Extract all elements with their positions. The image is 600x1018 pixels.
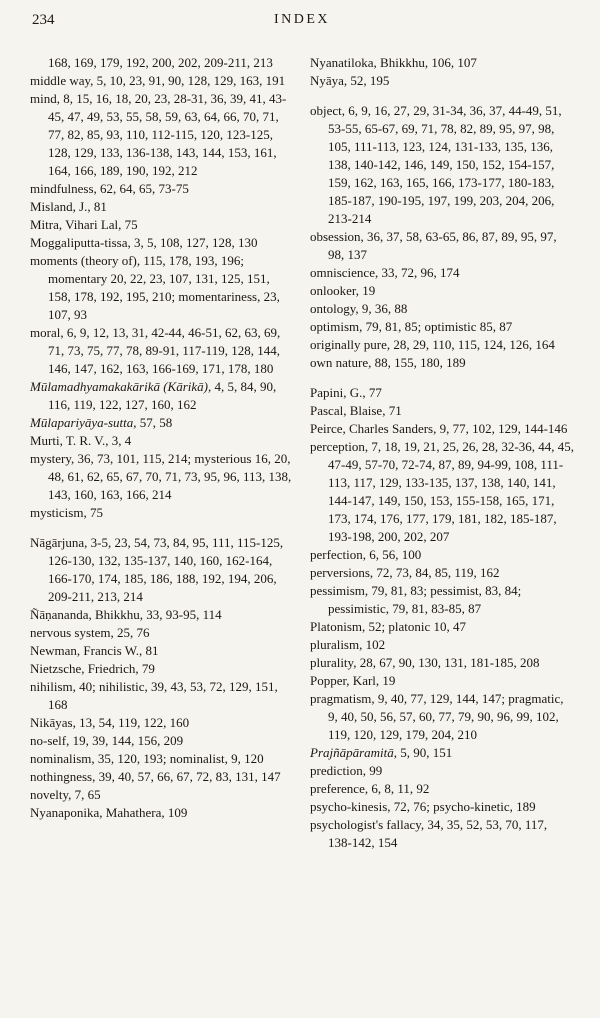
entry-page-refs: novelty, 7, 65	[30, 787, 101, 802]
entry-page-refs: Nāgārjuna, 3-5, 23, 54, 73, 84, 95, 111, 115-125, 126-130, 132, 135-137, 140, 160, 162-164, 166-170, 174, 185, 186, 188, 192, 194, 206, 209-211, 213, 214	[30, 535, 284, 604]
index-entry	[310, 618, 574, 636]
index-entry	[310, 654, 574, 672]
index-entry	[30, 378, 294, 414]
index-entry	[30, 624, 294, 642]
entry-page-refs: Platonism, 52; platonic 10, 47	[310, 619, 466, 634]
entry-page-refs: nihilism, 40; nihilistic, 39, 43, 53, 72, 129, 151, 168	[30, 679, 278, 712]
entry-page-refs: perversions, 72, 73, 84, 85, 119, 162	[310, 565, 500, 580]
index-entry	[310, 582, 574, 618]
entry-page-refs: psychologist's fallacy, 34, 35, 52, 53, 70, 117, 138-142, 154	[310, 817, 548, 850]
entry-page-refs: pragmatism, 9, 40, 77, 129, 144, 147; pragmatic, 9, 40, 50, 56, 57, 60, 77, 79, 90, 96, 99, 102, 119, 120, 129, 179, 204, 210	[310, 691, 564, 742]
entry-page-refs: Papini, G., 77	[310, 385, 382, 400]
entry-page-refs: moral, 6, 9, 12, 13, 31, 42-44, 46-51, 62, 63, 69, 71, 73, 75, 77, 78, 89-91, 117-119, 128, 144, 146, 147, 162, 163, 166-169, 171, 178, 180	[30, 325, 281, 376]
index-entry	[30, 660, 294, 678]
entry-page-refs: preference, 6, 8, 11, 92	[310, 781, 430, 796]
entry-term: Prajñāpāramitā	[310, 745, 394, 760]
entry-page-refs: prediction, 99	[310, 763, 383, 778]
entry-page-refs: Nyanatiloka, Bhikkhu, 106, 107	[310, 55, 477, 70]
entry-page-refs: Popper, Karl, 19	[310, 673, 396, 688]
entry-page-refs: perfection, 6, 56, 100	[310, 547, 422, 562]
index-entry	[30, 642, 294, 660]
entry-page-refs: onlooker, 19	[310, 283, 376, 298]
entry-term: Mūlapariyāya-sutta	[30, 415, 134, 430]
index-entry	[310, 336, 574, 354]
entry-page-refs: no-self, 19, 39, 144, 156, 209	[30, 733, 184, 748]
entry-page-refs: Moggaliputta-tissa, 3, 5, 108, 127, 128, 130	[30, 235, 258, 250]
page-title: INDEX	[273, 12, 331, 27]
index-entry	[30, 606, 294, 624]
entry-page-refs: Mitra, Vihari Lal, 75	[30, 217, 138, 232]
index-entry	[30, 534, 294, 606]
entry-page-refs: Pascal, Blaise, 71	[310, 403, 402, 418]
entry-page-refs: Nikāyas, 13, 54, 119, 122, 160	[30, 715, 190, 730]
index-column-left	[30, 54, 294, 852]
entry-page-refs: nominalism, 35, 120, 193; nominalist, 9, 120	[30, 751, 264, 766]
index-entry	[310, 282, 574, 300]
entry-page-refs: middle way, 5, 10, 23, 91, 90, 128, 129, 163, 191	[30, 73, 286, 88]
index-entry	[30, 504, 294, 522]
index-entry	[310, 564, 574, 582]
page-header	[30, 12, 574, 38]
entry-page-refs: obsession, 36, 37, 58, 63-65, 86, 87, 89, 95, 97, 98, 137	[310, 229, 557, 262]
index-entry	[310, 318, 574, 336]
entry-page-refs: Nyāya, 52, 195	[310, 73, 390, 88]
entry-page-refs: Misland, J., 81	[30, 199, 107, 214]
entry-page-refs: Murti, T. R. V., 3, 4	[30, 433, 132, 448]
entry-page-refs: nothingness, 39, 40, 57, 66, 67, 72, 83, 131, 147	[30, 769, 281, 784]
entry-page-refs: Peirce, Charles Sanders, 9, 77, 102, 129, 144-146	[310, 421, 568, 436]
entry-page-refs: , 5, 90, 151	[393, 745, 453, 760]
index-entry	[30, 750, 294, 768]
entry-page-refs: perception, 7, 18, 19, 21, 25, 26, 28, 32-36, 44, 45, 47-49, 57-70, 72-74, 87, 89, 94-99, 108, 111-113, 117, 129, 133-135, 137, 138, 140, 141, 144-147, 149, 150, 153, 155-158, 165, 171, 173, 174, 176, 177, 179, 181, 182, 185-187, 193-198, 200, 202, 207	[310, 439, 574, 544]
index-entry	[30, 768, 294, 786]
index-entry	[30, 90, 294, 180]
index-entry	[30, 714, 294, 732]
index-entry	[310, 72, 574, 90]
index-entry	[30, 324, 294, 378]
index-entry	[310, 780, 574, 798]
index-entry	[310, 690, 574, 744]
index-entry	[30, 450, 294, 504]
index-entry	[30, 234, 294, 252]
index-entry	[30, 414, 294, 432]
entry-page-refs: , 57, 58	[133, 415, 173, 430]
entry-page-refs: 168, 169, 179, 192, 200, 202, 209-211, 213	[48, 55, 273, 70]
index-entry	[310, 438, 574, 546]
index-entry	[310, 402, 574, 420]
entry-term: Mūlamadhyamakakārikā (Kārikā)	[30, 379, 208, 394]
entry-page-refs: plurality, 28, 67, 90, 130, 131, 181-185, 208	[310, 655, 540, 670]
index-entry	[310, 636, 574, 654]
index-entry	[310, 546, 574, 564]
index-entry	[30, 54, 294, 72]
index-entry	[310, 420, 574, 438]
index-entry	[310, 816, 574, 852]
index-entry	[30, 72, 294, 90]
index-entry	[310, 264, 574, 282]
entry-page-refs: originally pure, 28, 29, 110, 115, 124, 126, 164	[310, 337, 555, 352]
entry-page-refs: Newman, Francis W., 81	[30, 643, 159, 658]
index-entry	[30, 678, 294, 714]
index-columns	[30, 54, 574, 852]
index-entry	[310, 384, 574, 402]
index-entry	[310, 744, 574, 762]
entry-page-refs: mysticism, 75	[30, 505, 103, 520]
entry-page-refs: , 4, 5, 84, 90, 116, 119, 122, 127, 160, 162	[48, 379, 277, 412]
index-entry	[30, 252, 294, 324]
entry-page-refs: own nature, 88, 155, 180, 189	[310, 355, 466, 370]
entry-page-refs: omniscience, 33, 72, 96, 174	[310, 265, 460, 280]
index-entry	[310, 228, 574, 264]
entry-page-refs: pluralism, 102	[310, 637, 386, 652]
entry-page-refs: mind, 8, 15, 16, 18, 20, 23, 28-31, 36, 39, 41, 43-45, 47, 49, 53, 55, 58, 59, 63, 64, 66, 70, 71, 77, 82, 85, 93, 110, 112-115, 120, 123-125, 128, 129, 133, 136-138, 143, 144, 153, 161, 164, 166, 189, 190, 192, 212	[30, 91, 287, 178]
index-entry	[30, 216, 294, 234]
index-entry	[310, 54, 574, 72]
index-entry	[30, 198, 294, 216]
entry-page-refs: optimism, 79, 81, 85; optimistic 85, 87	[310, 319, 513, 334]
index-entry	[310, 102, 574, 228]
index-entry	[30, 732, 294, 750]
entry-page-refs: nervous system, 25, 76	[30, 625, 150, 640]
index-entry	[310, 354, 574, 372]
index-entry	[30, 804, 294, 822]
entry-page-refs: mindfulness, 62, 64, 65, 73-75	[30, 181, 189, 196]
index-entry	[30, 786, 294, 804]
entry-page-refs: Nietzsche, Friedrich, 79	[30, 661, 155, 676]
entry-page-refs: ontology, 9, 36, 88	[310, 301, 408, 316]
entry-page-refs: psycho-kinesis, 72, 76; psycho-kinetic, 189	[310, 799, 536, 814]
entry-page-refs: moments (theory of), 115, 178, 193, 196; momentary 20, 22, 23, 107, 131, 125, 151, 158, 178, 192, 195, 210; momentariness, 23, 107, 93	[30, 253, 280, 322]
entry-page-refs: object, 6, 9, 16, 27, 29, 31-34, 36, 37, 44-49, 51, 53-55, 65-67, 69, 71, 78, 82, 89, 95, 97, 98, 105, 111-113, 123, 124, 131-133, 135, 136, 138, 140-142, 146, 149, 150, 152, 154-157, 159, 162, 163, 165, 166, 173-177, 180-183, 185-187, 190-195, 197, 199, 203, 204, 206, 213-214	[310, 103, 562, 226]
index-entry	[310, 798, 574, 816]
index-entry	[30, 180, 294, 198]
index-entry	[310, 300, 574, 318]
entry-page-refs: mystery, 36, 73, 101, 115, 214; mysterious 16, 20, 48, 61, 62, 65, 67, 70, 71, 73, 95, 96, 113, 138, 143, 160, 163, 166, 214	[30, 451, 292, 502]
entry-page-refs: pessimism, 79, 81, 83; pessimist, 83, 84; pessimistic, 79, 81, 83-85, 87	[310, 583, 522, 616]
index-entry	[310, 762, 574, 780]
index-entry	[310, 672, 574, 690]
index-entry	[30, 432, 294, 450]
entry-page-refs: Nyanaponika, Mahathera, 109	[30, 805, 188, 820]
page-number: 234	[32, 12, 55, 28]
index-column-right	[310, 54, 574, 852]
entry-page-refs: Ñāṇananda, Bhikkhu, 33, 93-95, 114	[30, 607, 222, 622]
